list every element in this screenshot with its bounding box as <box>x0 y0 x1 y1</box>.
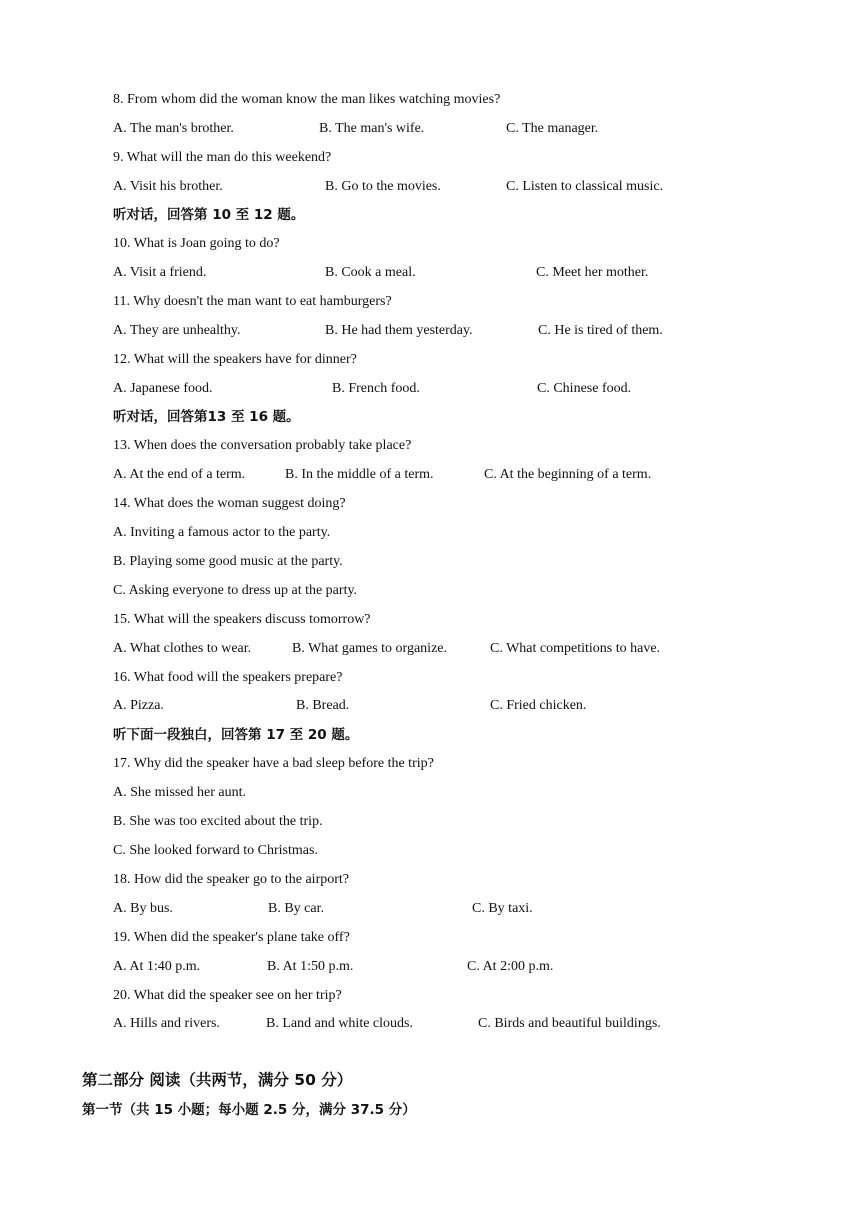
question-11-stem: 11. Why doesn't the man want to eat hamburgers? <box>113 294 392 309</box>
question-14-option-a: A. Inviting a famous actor to the party. <box>113 525 331 540</box>
option-c: C. At 2:00 p.m. <box>467 959 554 974</box>
option-b: B. He had them yesterday. <box>325 323 473 338</box>
question-14-stem: 14. What does the woman suggest doing? <box>113 496 346 511</box>
option-c: C. Birds and beautiful buildings. <box>478 1016 661 1031</box>
option-a: A. Pizza. <box>113 698 164 713</box>
question-18-options <box>113 899 813 919</box>
option-c: C. By taxi. <box>472 901 533 916</box>
question-15-stem: 15. What will the speakers discuss tomorrow? <box>113 612 371 627</box>
section-one-title: 第一节（共 15 小题；每小题 2.5 分，满分 37.5 分） <box>82 1102 416 1118</box>
option-b: B. Cook a meal. <box>325 265 416 280</box>
question-14-option-c: C. Asking everyone to dress up at the party. <box>113 583 358 598</box>
question-16-stem: 16. What food will the speakers prepare? <box>113 670 343 685</box>
option-b: B. Bread. <box>296 698 350 713</box>
option-a: A. Hills and rivers. <box>113 1016 220 1031</box>
question-16-options <box>113 696 813 716</box>
question-15-options <box>113 639 813 659</box>
option-c: C. Listen to classical music. <box>506 179 664 194</box>
option-a: A. The man's brother. <box>113 121 234 136</box>
question-17-stem: 17. Why did the speaker have a bad sleep before the trip? <box>113 756 434 771</box>
question-19-stem: 19. When did the speaker's plane take off? <box>113 930 350 945</box>
instruction-13-16: 听对话，回答第13 至 16 题。 <box>113 409 300 425</box>
question-9-options <box>113 177 813 197</box>
option-b: B. By car. <box>268 901 324 916</box>
question-20-stem: 20. What did the speaker see on her trip? <box>113 988 342 1003</box>
question-10-stem: 10. What is Joan going to do? <box>113 236 280 251</box>
part-two-title: 第二部分 阅读（共两节，满分 50 分） <box>82 1071 353 1089</box>
option-a: A. By bus. <box>113 901 173 916</box>
question-12-options <box>113 379 813 399</box>
question-9-stem: 9. What will the man do this weekend? <box>113 150 332 165</box>
question-19-options <box>113 957 813 977</box>
option-c: C. He is tired of them. <box>538 323 663 338</box>
option-c: C. Meet her mother. <box>536 265 649 280</box>
question-13-stem: 13. When does the conversation probably take place? <box>113 438 412 453</box>
option-a: A. Visit a friend. <box>113 265 207 280</box>
option-b: B. In the middle of a term. <box>285 467 434 482</box>
option-b: B. French food. <box>332 381 420 396</box>
question-18-stem: 18. How did the speaker go to the airport? <box>113 872 349 887</box>
option-c: C. What competitions to have. <box>490 641 661 656</box>
option-b: B. Land and white clouds. <box>266 1016 413 1031</box>
option-a: A. Japanese food. <box>113 381 213 396</box>
question-14-option-b: B. Playing some good music at the party. <box>113 554 343 569</box>
option-c: C. Chinese food. <box>537 381 632 396</box>
option-a: A. What clothes to wear. <box>113 641 252 656</box>
instruction-10-12: 听对话，回答第 10 至 12 题。 <box>113 207 305 223</box>
question-10-options <box>113 263 813 283</box>
question-8-options <box>113 119 813 139</box>
option-b: B. The man's wife. <box>319 121 425 136</box>
option-a: A. At 1:40 p.m. <box>113 959 201 974</box>
option-c: C. Fried chicken. <box>490 698 587 713</box>
question-12-stem: 12. What will the speakers have for dinner? <box>113 352 357 367</box>
option-b: B. Go to the movies. <box>325 179 441 194</box>
question-17-option-c: C. She looked forward to Christmas. <box>113 843 318 858</box>
question-17-option-a: A. She missed her aunt. <box>113 785 246 800</box>
question-20-options <box>113 1014 813 1034</box>
question-13-options <box>113 465 813 485</box>
question-11-options <box>113 321 813 341</box>
question-8-stem: 8. From whom did the woman know the man likes watching movies? <box>113 92 501 107</box>
option-b: B. What games to organize. <box>292 641 447 656</box>
option-c: C. At the beginning of a term. <box>484 467 652 482</box>
question-17-option-b: B. She was too excited about the trip. <box>113 814 323 829</box>
option-a: A. They are unhealthy. <box>113 323 241 338</box>
option-c: C. The manager. <box>506 121 599 136</box>
option-a: A. At the end of a term. <box>113 467 246 482</box>
instruction-17-20: 听下面一段独白，回答第 17 至 20 题。 <box>113 727 359 743</box>
option-a: A. Visit his brother. <box>113 179 223 194</box>
option-b: B. At 1:50 p.m. <box>267 959 354 974</box>
